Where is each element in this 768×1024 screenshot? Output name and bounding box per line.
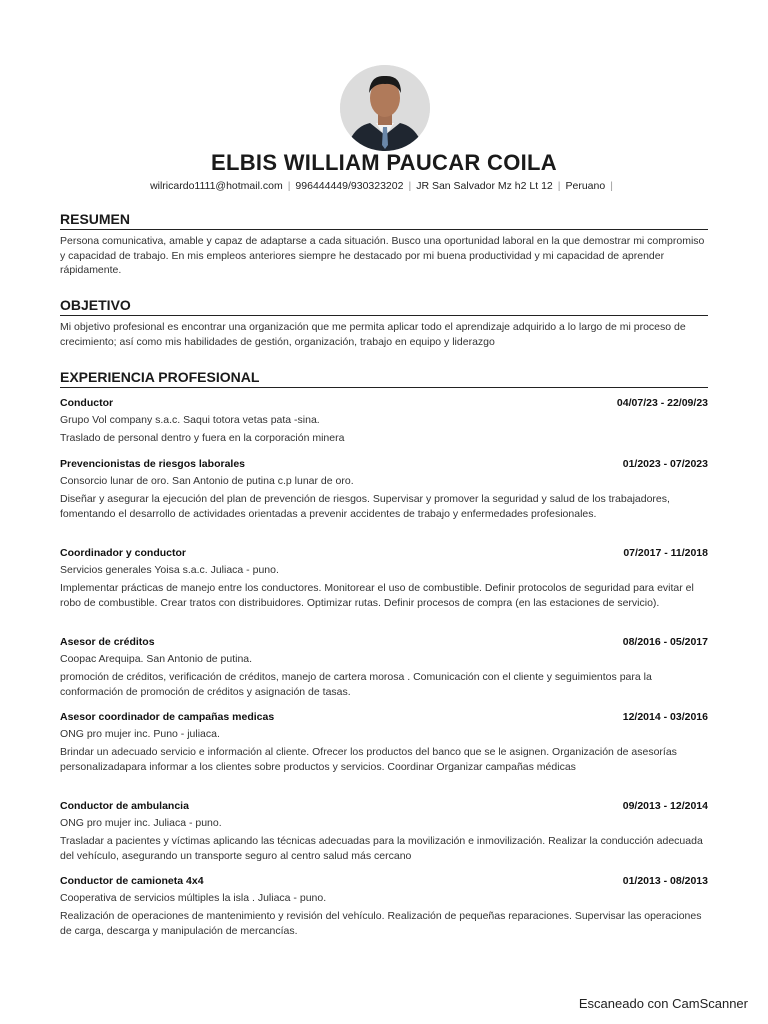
job-role: Asesor coordinador de campañas medicas [60, 711, 275, 723]
job-dates: 04/07/23 - 22/09/23 [616, 397, 708, 409]
job-organization: ONG pro mujer inc. Juliaca - puno. [60, 817, 222, 829]
job-description: Traslado de personal dentro y fuera en la corporación minera [60, 432, 345, 444]
job-entry [60, 458, 708, 521]
candidate-name: ELBIS WILLIAM PAUCAR COILA [211, 150, 557, 175]
job-description: Realización de operaciones de mantenimiento y revisión del vehículo. Realización de pequeñas reparaciones. Supervisar las operaciones de carga, descarga y manipulación de mercancías. [60, 910, 702, 937]
job-dates: 01/2013 - 08/2013 [622, 875, 708, 887]
experiencia-section [60, 369, 708, 388]
job-organization: Servicios generales Yoisa s.a.c. Juliaca - puno. [60, 564, 279, 576]
job-dates: 09/2013 - 12/2014 [622, 800, 708, 812]
profile-photo-drawing [340, 65, 430, 151]
resumen-section [60, 211, 708, 278]
job-entry [60, 547, 708, 610]
job-role: Coordinador y conductor [60, 547, 186, 559]
job-dates: 08/2016 - 05/2017 [622, 636, 708, 648]
job-organization: Cooperativa de servicios múltiples la isla . Juliaca - puno. [60, 892, 327, 904]
contact-line [0, 180, 768, 192]
separator: | [408, 180, 412, 192]
scanner-watermark: Escaneado con CamScanner [578, 996, 748, 1011]
separator: | [610, 180, 613, 192]
objetivo-heading: OBJETIVO [60, 297, 708, 316]
job-organization: ONG pro mujer inc. Puno - juliaca. [60, 728, 220, 740]
job-description: Brindar un adecuado servicio e información al cliente. Ofrecer los productos del banco que se le asignen. Organización de asesorías personalizadapara informar a los clientes sobre productos y servicios. Coordinar Organizar campañas médicas [60, 746, 677, 773]
job-role: Conductor [60, 397, 114, 409]
contact-email: wilricardo1111@hotmail.com [150, 180, 283, 192]
job-dates: 01/2023 - 07/2023 [622, 458, 708, 470]
job-description: Implementar prácticas de manejo entre los conductores. Monitorear el uso de combustible. Definir protocolos de seguridad para evitar el robo de combustible. Crear tratos con distribuidores. Optimizar rutas. Definir procesos de compra (en las estaciones de servicio). [60, 582, 694, 609]
contact-phone: 996444449/930323202 [295, 180, 404, 192]
job-dates: 12/2014 - 03/2016 [622, 711, 708, 723]
separator: | [557, 180, 561, 192]
contact-address: JR San Salvador Mz h2 Lt 12 [416, 180, 553, 192]
objetivo-section [60, 297, 708, 349]
job-organization: Coopac Arequipa. San Antonio de putina. [60, 653, 253, 665]
job-description: promoción de créditos, verificación de créditos, manejo de cartera morosa . Comunicación con el cliente y seguimientos para la conformación de promoción de créditos y asignación de tasas. [60, 671, 652, 698]
job-entry [60, 397, 708, 446]
job-role: Conductor de ambulancia [60, 800, 189, 812]
job-description: Diseñar y asegurar la ejecución del plan de prevención de riesgos. Supervisar y promover la seguridad y salud de los trabajadores, fomentando el desarrollo de actividades orientadas a prevenir accidentes de trabajo y enfermedades profesionales. [60, 493, 670, 520]
objetivo-text: Mi objetivo profesional es encontrar una organización que me permita aplicar todo el aprendizaje adquirido a lo largo de mi proceso de crecimiento; así como mis habilidades de gestión, organización, trabajo en equipo y liderazgo [60, 321, 686, 348]
job-dates: 07/2017 - 11/2018 [623, 547, 708, 559]
profile-photo [340, 65, 430, 151]
job-entry [60, 875, 708, 938]
job-entry [60, 711, 708, 774]
job-entry [60, 800, 708, 863]
contact-nationality: Peruano [565, 180, 606, 192]
job-organization: Consorcio lunar de oro. San Antonio de putina c.p lunar de oro. [60, 475, 354, 487]
resumen-text: Persona comunicativa, amable y capaz de adaptarse a cada situación. Busco una oportunidad laboral en la que demostrar mi compromiso y capacidad de trabajo. En mis empleos anteriores siempre he destacado por mi buena productividad y mi capacidad de aprender rápidamente. [60, 235, 705, 276]
job-role: Conductor de camioneta 4x4 [60, 875, 204, 887]
job-entry [60, 636, 708, 699]
experiencia-heading: EXPERIENCIA PROFESIONAL [60, 369, 708, 388]
resumen-heading: RESUMEN [60, 211, 708, 230]
job-role: Asesor de créditos [60, 636, 155, 648]
job-role: Prevencionistas de riesgos laborales [60, 458, 246, 470]
job-description: Trasladar a pacientes y víctimas aplicando las técnicas adecuadas para la movilización e inmovilización. Realizar la conducción adecuada del vehículo, asegurando un transporte seguro al centro salud más cercano [60, 835, 703, 862]
separator: | [287, 180, 291, 192]
job-organization: Grupo Vol company s.a.c. Saqui totora vetas pata -sina. [60, 414, 320, 426]
